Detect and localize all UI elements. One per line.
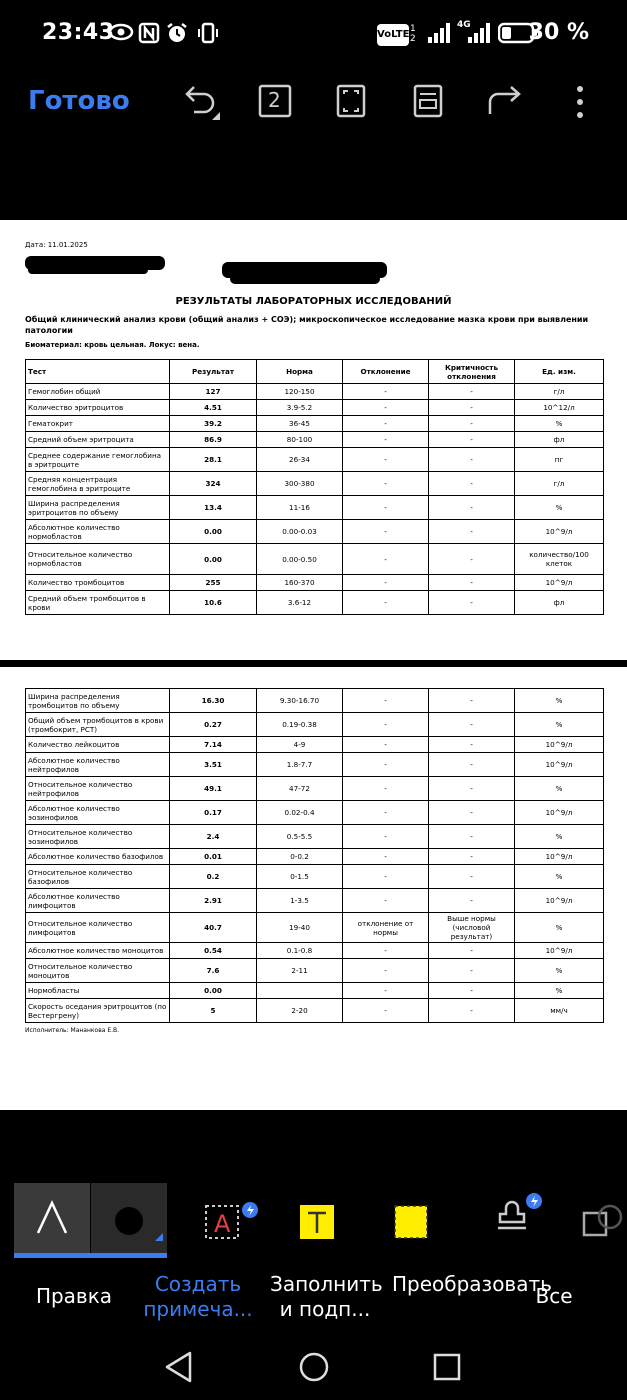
cell-norm: 1-3.5 xyxy=(257,889,343,913)
cell-unit: г/л xyxy=(515,384,604,400)
cell-result: 0.01 xyxy=(170,849,257,865)
cell-norm: 0.00-0.50 xyxy=(257,544,343,575)
cell-norm: 0.02-0.4 xyxy=(257,801,343,825)
doc-date: Дата: 11.01.2025 xyxy=(25,241,88,249)
cell-norm: 26-34 xyxy=(257,448,343,472)
cell-result: 28.1 xyxy=(170,448,257,472)
cell-criticality: - xyxy=(429,889,515,913)
cell-unit: 10^9/л xyxy=(515,575,604,591)
header-deviation: Отклонение xyxy=(343,360,429,384)
cell-deviation: - xyxy=(343,384,429,400)
cell-test: Общий объем тромбоцитов в крови (тромбокрит, PCT) xyxy=(26,713,170,737)
cell-deviation: - xyxy=(343,432,429,448)
cell-deviation: - xyxy=(343,849,429,865)
undo-icon[interactable] xyxy=(180,84,216,120)
cell-criticality: - xyxy=(429,520,515,544)
cell-unit: 10^12/л xyxy=(515,400,604,416)
redaction-mark xyxy=(230,274,380,284)
cell-norm: 36-45 xyxy=(257,416,343,432)
shapes-icon[interactable] xyxy=(582,1203,627,1245)
cell-deviation: - xyxy=(343,737,429,753)
cell-criticality: - xyxy=(429,575,515,591)
cell-test: Средний объем тромбоцитов в крови xyxy=(26,591,170,615)
cell-criticality: - xyxy=(429,472,515,496)
cell-criticality: - xyxy=(429,849,515,865)
color-picker-icon xyxy=(115,1207,143,1235)
cell-norm: 2-20 xyxy=(257,999,343,1023)
cell-test: Абсолютное количество базофилов xyxy=(26,849,170,865)
cell-result: 5 xyxy=(170,999,257,1023)
cell-test: Относительное количество нормобластов xyxy=(26,544,170,575)
cell-test: Среднее содержание гемоглобина в эритроците xyxy=(26,448,170,472)
cell-unit: % xyxy=(515,713,604,737)
cell-result: 0.17 xyxy=(170,801,257,825)
cell-norm: 1.8-7.7 xyxy=(257,753,343,777)
cell-deviation: - xyxy=(343,591,429,615)
cell-criticality: - xyxy=(429,983,515,999)
alarm-icon xyxy=(166,22,188,48)
table-row xyxy=(26,983,604,999)
cell-deviation: - xyxy=(343,713,429,737)
cell-test: Ширина распределения тромбоцитов по объему xyxy=(26,689,170,713)
table-row xyxy=(26,913,604,943)
cell-result: 39.2 xyxy=(170,416,257,432)
cell-unit: фл xyxy=(515,432,604,448)
cell-unit: % xyxy=(515,496,604,520)
cell-norm: 0-1.5 xyxy=(257,865,343,889)
cell-result: 16.30 xyxy=(170,689,257,713)
cell-result: 0.00 xyxy=(170,544,257,575)
cell-criticality: - xyxy=(429,416,515,432)
cell-unit: % xyxy=(515,825,604,849)
redaction-mark xyxy=(28,266,148,274)
eye-icon xyxy=(108,22,134,46)
header-norm: Норма xyxy=(257,360,343,384)
table-row xyxy=(26,400,604,416)
cell-deviation: - xyxy=(343,575,429,591)
cell-criticality: - xyxy=(429,777,515,801)
cell-criticality: - xyxy=(429,943,515,959)
text-box-icon[interactable] xyxy=(204,1202,260,1246)
cell-criticality: - xyxy=(429,384,515,400)
header-test: Тест xyxy=(26,360,170,384)
cell-deviation: - xyxy=(343,400,429,416)
cell-deviation: - xyxy=(343,448,429,472)
cell-norm: 3.6-12 xyxy=(257,591,343,615)
cell-deviation: - xyxy=(343,496,429,520)
cell-criticality: Выше нормы (числовой результат) xyxy=(429,913,515,943)
cell-deviation: - xyxy=(343,999,429,1023)
table-body xyxy=(26,689,604,1023)
cell-criticality: - xyxy=(429,737,515,753)
cell-unit: % xyxy=(515,959,604,983)
cell-norm: 3.9-5.2 xyxy=(257,400,343,416)
tab-all[interactable]: Все xyxy=(535,1284,573,1308)
table-row xyxy=(26,943,604,959)
cell-test: Относительное количество лимфоцитов xyxy=(26,913,170,943)
cell-unit: 10^9/л xyxy=(515,737,604,753)
cell-unit: % xyxy=(515,777,604,801)
cell-deviation: - xyxy=(343,777,429,801)
cell-result: 3.51 xyxy=(170,753,257,777)
volte-badge: VoLTE xyxy=(377,24,409,46)
cell-unit: % xyxy=(515,913,604,943)
cell-test: Относительное количество базофилов xyxy=(26,865,170,889)
doc-subtitle: Общий клинический анализ крови (общий анализ + СОЭ); микроскопическое исследование мазка крови при выявлении патологии xyxy=(25,315,589,335)
cell-criticality: - xyxy=(429,825,515,849)
reader-icon[interactable] xyxy=(413,84,449,120)
cell-norm: 80-100 xyxy=(257,432,343,448)
cell-norm: 0.00-0.03 xyxy=(257,520,343,544)
cell-norm: 2-11 xyxy=(257,959,343,983)
cell-criticality: - xyxy=(429,448,515,472)
cell-result: 2.91 xyxy=(170,889,257,913)
table-row xyxy=(26,591,604,615)
table-row xyxy=(26,520,604,544)
table-row xyxy=(26,416,604,432)
cell-criticality: - xyxy=(429,400,515,416)
cell-test: Скорость оседания эритроцитов (по Вестергрену) xyxy=(26,999,170,1023)
cell-norm: 120-150 xyxy=(257,384,343,400)
table-row xyxy=(26,801,604,825)
cell-criticality: - xyxy=(429,496,515,520)
cell-criticality: - xyxy=(429,544,515,575)
tab-convert[interactable]: Преобразовать xyxy=(392,1272,552,1296)
nav-home-icon[interactable] xyxy=(298,1350,330,1388)
cell-unit: % xyxy=(515,983,604,999)
cell-unit: 10^9/л xyxy=(515,943,604,959)
signal-icon-1 xyxy=(427,22,453,48)
table-row xyxy=(26,737,604,753)
nav-back-icon[interactable] xyxy=(163,1350,195,1388)
cell-deviation: - xyxy=(343,801,429,825)
stamp-icon[interactable] xyxy=(486,1192,544,1242)
table-row xyxy=(26,825,604,849)
cell-result: 4.51 xyxy=(170,400,257,416)
cell-unit: % xyxy=(515,689,604,713)
cell-unit: 10^9/л xyxy=(515,801,604,825)
results-table-page-1 xyxy=(25,359,604,615)
cell-criticality: - xyxy=(429,865,515,889)
tab-edit[interactable]: Правка xyxy=(35,1284,113,1308)
cell-norm: 47-72 xyxy=(257,777,343,801)
cell-test: Ширина распределения эритроцитов по объему xyxy=(26,496,170,520)
cell-deviation: - xyxy=(343,983,429,999)
vibrate-icon xyxy=(196,22,220,48)
cell-test: Количество тромбоцитов xyxy=(26,575,170,591)
doc-biomaterial: Биоматериал: кровь цельная. Локус: вена. xyxy=(25,341,200,349)
cell-norm: 0.1-0.8 xyxy=(257,943,343,959)
cell-criticality: - xyxy=(429,999,515,1023)
cell-test: Относительное количество нейтрофилов xyxy=(26,777,170,801)
cell-deviation: - xyxy=(343,472,429,496)
table-row xyxy=(26,849,604,865)
cell-result: 0.00 xyxy=(170,983,257,999)
cell-deviation: - xyxy=(343,943,429,959)
cell-test: Гематокрит xyxy=(26,416,170,432)
table-row xyxy=(26,713,604,737)
cell-norm xyxy=(257,983,343,999)
signal-icon-2 xyxy=(463,22,491,48)
header-unit: Ед. изм. xyxy=(515,360,604,384)
text-highlight-icon[interactable] xyxy=(299,1204,335,1244)
cell-deviation: - xyxy=(343,689,429,713)
cell-unit: 10^9/л xyxy=(515,849,604,865)
cell-unit: пг xyxy=(515,448,604,472)
cell-criticality: - xyxy=(429,801,515,825)
cell-result: 7.14 xyxy=(170,737,257,753)
cell-criticality: - xyxy=(429,591,515,615)
cell-norm: 11-16 xyxy=(257,496,343,520)
cell-test: Абсолютное количество эозинофилов xyxy=(26,801,170,825)
cell-result: 127 xyxy=(170,384,257,400)
cell-test: Абсолютное количество моноцитов xyxy=(26,943,170,959)
document-page-1 xyxy=(0,220,627,660)
tab-create-annotation[interactable]: Создать примеча... xyxy=(143,1272,253,1321)
header-result: Результат xyxy=(170,360,257,384)
cell-criticality: - xyxy=(429,689,515,713)
network-type: 4G xyxy=(457,20,471,30)
cell-result: 0.2 xyxy=(170,865,257,889)
cell-criticality: - xyxy=(429,753,515,777)
area-highlight-icon[interactable] xyxy=(393,1204,429,1244)
battery-percent: 30 % xyxy=(528,20,589,45)
nav-recents-icon[interactable] xyxy=(432,1350,462,1388)
table-row xyxy=(26,384,604,400)
table-row xyxy=(26,544,604,575)
status-time: 23:43 xyxy=(42,20,115,45)
cell-result: 40.7 xyxy=(170,913,257,943)
table-row xyxy=(26,432,604,448)
cell-test: Количество лейкоцитов xyxy=(26,737,170,753)
cell-test: Количество эритроцитов xyxy=(26,400,170,416)
cell-test: Относительное количество моноцитов xyxy=(26,959,170,983)
pen-tool-icon xyxy=(38,1203,66,1233)
svg-text:A: A xyxy=(214,1210,231,1238)
cell-deviation: - xyxy=(343,959,429,983)
cell-test: Абсолютное количество лимфоцитов xyxy=(26,889,170,913)
cell-result: 7.6 xyxy=(170,959,257,983)
cell-unit: количество/100 клеток xyxy=(515,544,604,575)
fullscreen-icon[interactable] xyxy=(336,84,372,120)
cell-norm: 160-370 xyxy=(257,575,343,591)
cell-deviation: - xyxy=(343,825,429,849)
done-button[interactable]: Готово xyxy=(28,86,130,116)
cell-unit: 10^9/л xyxy=(515,753,604,777)
doc-title: РЕЗУЛЬТАТЫ ЛАБОРАТОРНЫХ ИССЛЕДОВАНИЙ xyxy=(175,296,452,307)
share-icon[interactable] xyxy=(487,84,523,120)
cell-test: Средний объем эритроцита xyxy=(26,432,170,448)
cell-norm: 19-40 xyxy=(257,913,343,943)
cell-test: Нормобласты xyxy=(26,983,170,999)
cell-result: 255 xyxy=(170,575,257,591)
cell-result: 13.4 xyxy=(170,496,257,520)
cell-result: 0.54 xyxy=(170,943,257,959)
cell-deviation: - xyxy=(343,865,429,889)
cell-unit: 10^9/л xyxy=(515,889,604,913)
document-page-2 xyxy=(0,667,627,1110)
cell-deviation: - xyxy=(343,544,429,575)
table-row xyxy=(26,448,604,472)
cell-unit: фл xyxy=(515,591,604,615)
table-row xyxy=(26,496,604,520)
table-row xyxy=(26,959,604,983)
cell-unit: г/л xyxy=(515,472,604,496)
cell-norm: 0-0.2 xyxy=(257,849,343,865)
cell-deviation: - xyxy=(343,416,429,432)
cell-norm: 0.5-5.5 xyxy=(257,825,343,849)
cell-result: 2.4 xyxy=(170,825,257,849)
cell-norm: 300-380 xyxy=(257,472,343,496)
cell-test: Относительное количество эозинофилов xyxy=(26,825,170,849)
color-picker-button[interactable] xyxy=(91,1183,167,1253)
nfc-icon xyxy=(138,22,160,48)
table-row xyxy=(26,865,604,889)
cell-deviation: отклонение от нормы xyxy=(343,913,429,943)
cell-unit: мм/ч xyxy=(515,999,604,1023)
cell-norm: 0.19-0.38 xyxy=(257,713,343,737)
cell-deviation: - xyxy=(343,520,429,544)
page-number: 2 xyxy=(268,88,281,112)
table-row xyxy=(26,889,604,913)
cell-norm: 4-9 xyxy=(257,737,343,753)
cell-criticality: - xyxy=(429,713,515,737)
table-row xyxy=(26,753,604,777)
sim-indicator: 1 2 xyxy=(410,24,416,44)
doc-executor: Исполнитель: Мананкова Е.В. xyxy=(25,1027,120,1034)
cell-result: 49.1 xyxy=(170,777,257,801)
cell-deviation: - xyxy=(343,889,429,913)
cell-result: 10.6 xyxy=(170,591,257,615)
cell-result: 86.9 xyxy=(170,432,257,448)
cell-deviation: - xyxy=(343,753,429,777)
cell-unit: % xyxy=(515,416,604,432)
cell-result: 324 xyxy=(170,472,257,496)
cell-test: Средняя концентрация гемоглобина в эритроците xyxy=(26,472,170,496)
page-count-icon[interactable] xyxy=(258,84,294,120)
table-body xyxy=(26,384,604,615)
cell-test: Абсолютное количество нормобластов xyxy=(26,520,170,544)
pen-tool-button[interactable] xyxy=(14,1183,90,1253)
table-header-row xyxy=(26,360,604,384)
results-table-page-2 xyxy=(25,688,604,1023)
cell-unit: % xyxy=(515,865,604,889)
table-row xyxy=(26,472,604,496)
table-row xyxy=(26,999,604,1023)
cell-unit: 10^9/л xyxy=(515,520,604,544)
cell-test: Абсолютное количество нейтрофилов xyxy=(26,753,170,777)
cell-result: 0.00 xyxy=(170,520,257,544)
tab-fill-sign[interactable]: Заполнить и подп... xyxy=(270,1272,383,1321)
header-criticality: Критичность отклонения xyxy=(429,360,515,384)
cell-test: Гемоглобин общий xyxy=(26,384,170,400)
cell-criticality: - xyxy=(429,432,515,448)
table-row xyxy=(26,689,604,713)
cell-norm: 9.30-16.70 xyxy=(257,689,343,713)
cell-result: 0.27 xyxy=(170,713,257,737)
table-row xyxy=(26,575,604,591)
cell-criticality: - xyxy=(429,959,515,983)
table-row xyxy=(26,777,604,801)
more-icon[interactable] xyxy=(572,84,608,120)
active-tool-indicator xyxy=(14,1253,167,1258)
